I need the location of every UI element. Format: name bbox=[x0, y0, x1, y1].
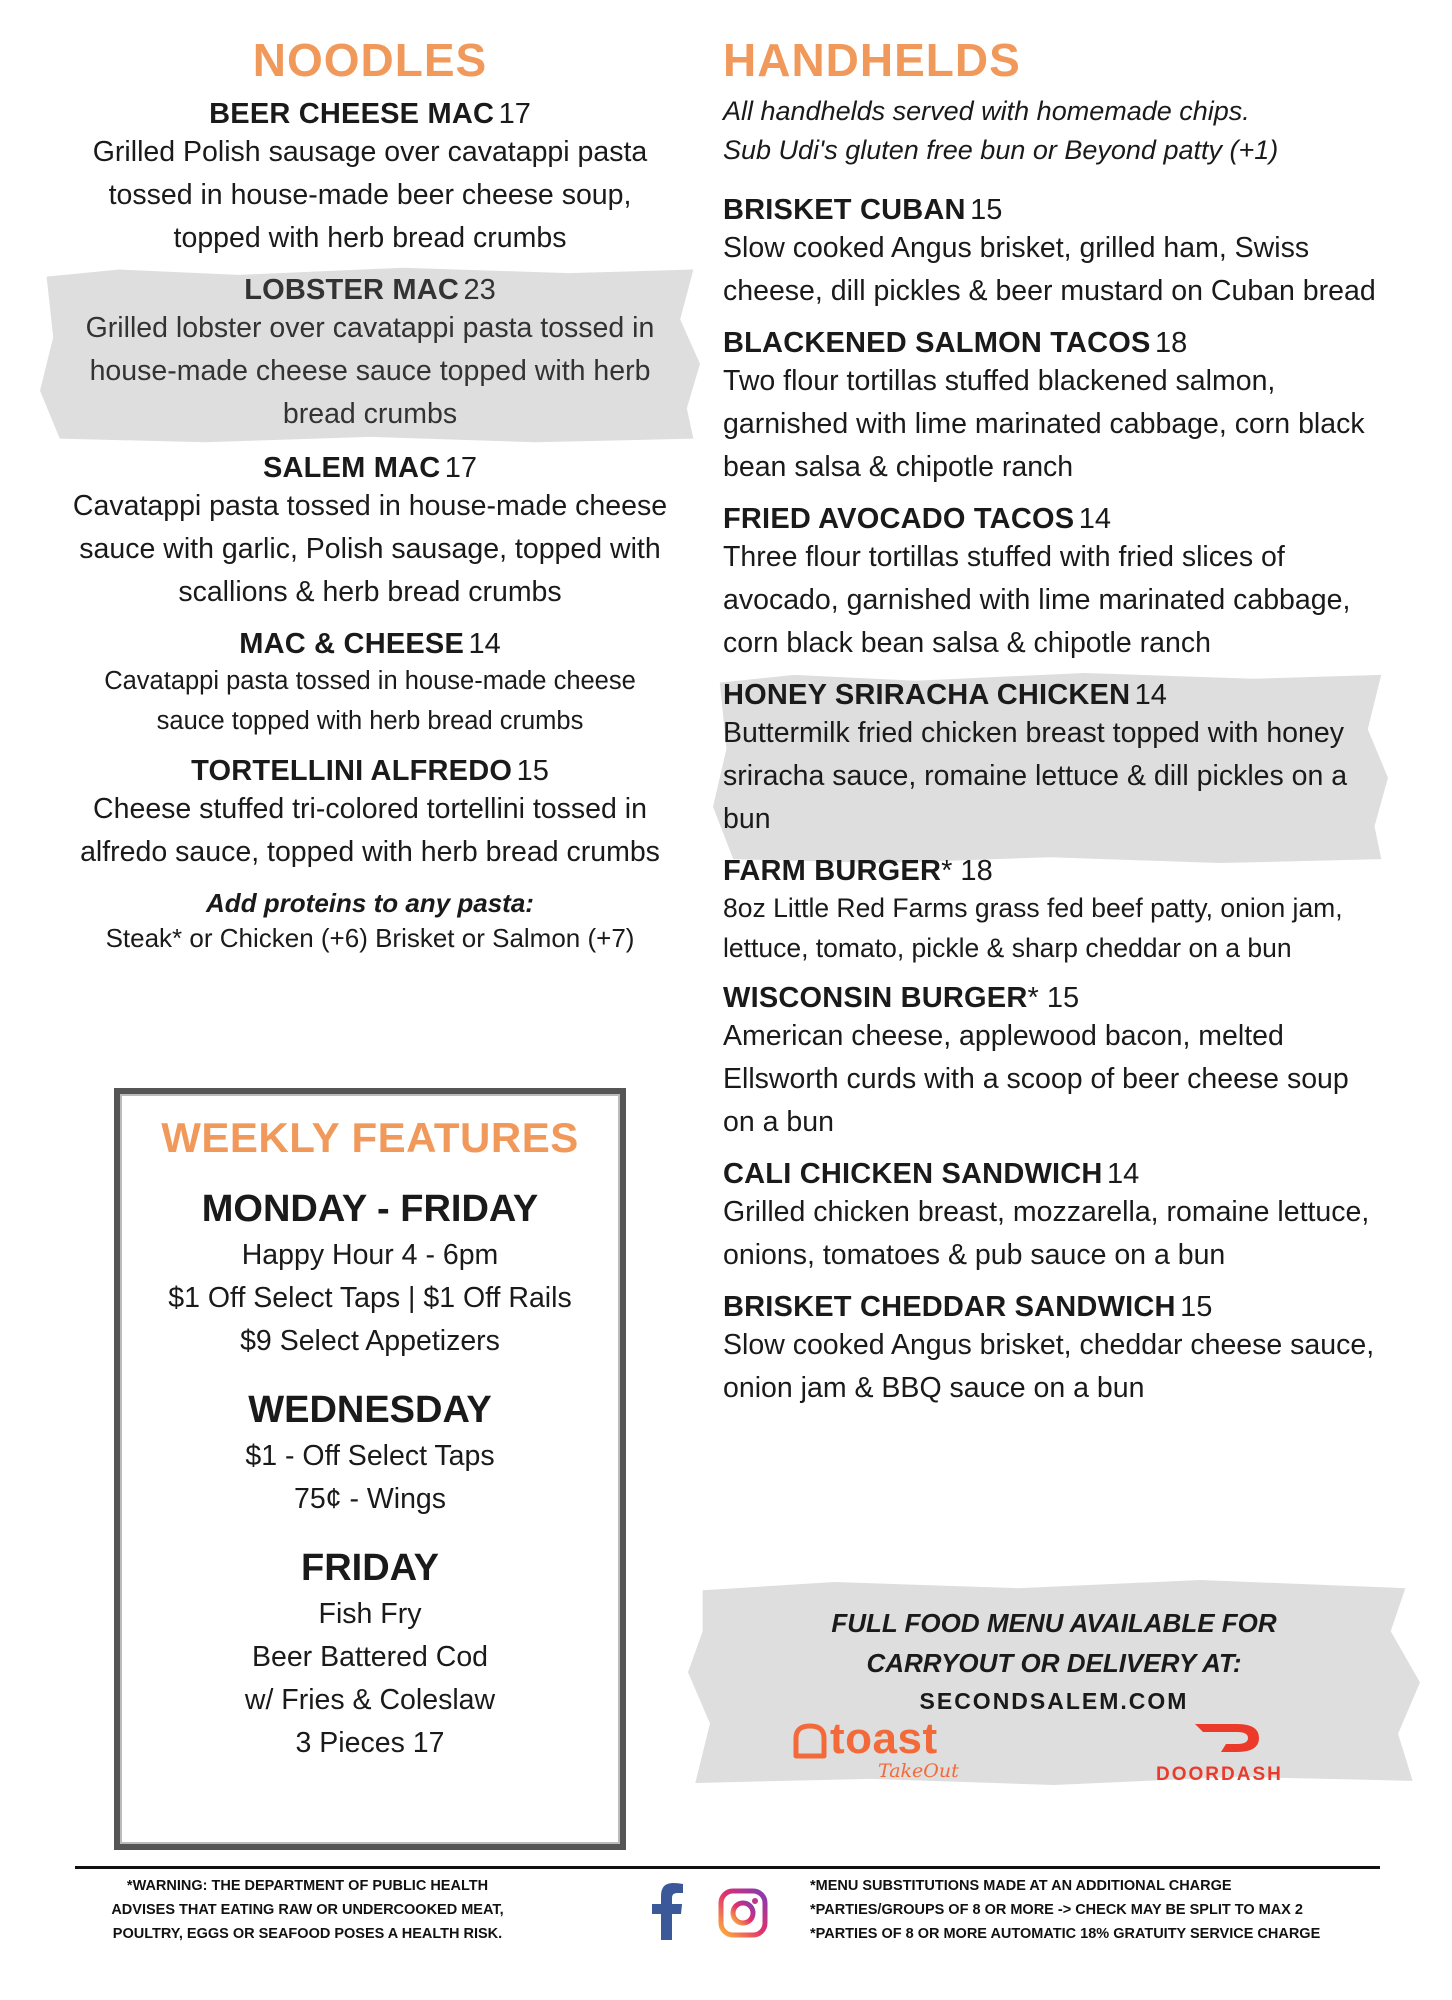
item-price: * 15 bbox=[1027, 982, 1080, 1014]
item-name: CALI CHICKEN SANDWICH bbox=[723, 1158, 1103, 1190]
desc-line: sauce with garlic, Polish sausage, topped with bbox=[79, 533, 661, 565]
day-line: $1 Off Select Taps | $1 Off Rails bbox=[168, 1282, 572, 1314]
item-name: BLACKENED SALMON TACOS bbox=[723, 327, 1151, 359]
day-line: Fish Fry bbox=[318, 1598, 422, 1630]
item-name: MAC & CHEESE bbox=[239, 628, 465, 660]
desc-line: alfredo sauce, topped with herb bread crumbs bbox=[80, 836, 660, 868]
website-link[interactable]: SECONDSALEM.COM bbox=[919, 1688, 1189, 1714]
menu-item bbox=[50, 755, 690, 874]
item-description bbox=[723, 360, 1413, 489]
desc-line: corn black bean salsa & chipotle ranch bbox=[723, 627, 1211, 659]
item-name: FRIED AVOCADO TACOS bbox=[723, 503, 1075, 535]
add-proteins-title: Add proteins to any pasta: bbox=[206, 888, 534, 918]
desc-line: Two flour tortillas stuffed blackened salmon, bbox=[723, 365, 1276, 397]
desc-line: lettuce, tomato, pickle & sharp cheddar on a bun bbox=[723, 933, 1292, 963]
desc-line: Three flour tortillas stuffed with fried slices of bbox=[723, 541, 1285, 573]
callout-line: FULL FOOD MENU AVAILABLE FOR bbox=[831, 1608, 1277, 1638]
day-line: 3 Pieces 17 bbox=[295, 1727, 445, 1759]
item-price: 18 bbox=[1155, 327, 1188, 359]
day-heading: WEDNESDAY bbox=[248, 1389, 492, 1431]
item-description bbox=[50, 307, 690, 436]
item-price: 14 bbox=[468, 628, 501, 660]
note-line: *MENU SUBSTITUTIONS MADE AT AN ADDITIONAL CHARGE bbox=[810, 1878, 1232, 1894]
item-description bbox=[50, 485, 690, 614]
desc-line: Grilled chicken breast, mozzarella, romaine lettuce, bbox=[723, 1196, 1370, 1228]
item-price: 17 bbox=[498, 98, 531, 130]
desc-line: onions, tomatoes & pub sauce on a bun bbox=[723, 1239, 1226, 1271]
item-name: BEER CHEESE MAC bbox=[209, 98, 495, 130]
facebook-icon[interactable] bbox=[650, 1882, 684, 1940]
item-name: WISCONSIN BURGER bbox=[723, 982, 1028, 1014]
desc-line: Cavatappi pasta tossed in house-made cheese bbox=[104, 667, 636, 695]
desc-line: house-made cheese sauce topped with herb bbox=[89, 355, 651, 387]
desc-line: Ellsworth curds with a scoop of beer cheese soup bbox=[723, 1063, 1349, 1095]
desc-line: scallions & herb bread crumbs bbox=[178, 576, 562, 608]
warning-line: POULTRY, EGGS OR SEAFOOD POSES A HEALTH RISK. bbox=[112, 1926, 503, 1942]
day-heading: MONDAY - FRIDAY bbox=[201, 1188, 539, 1230]
toast-takeout-label: TakeOut bbox=[878, 1760, 959, 1782]
warning-line: ADVISES THAT EATING RAW OR UNDERCOOKED MEAT, bbox=[111, 1902, 504, 1918]
add-proteins-text: Steak* or Chicken (+6) Brisket or Salmon (+7) bbox=[105, 923, 635, 953]
day-line: $1 - Off Select Taps bbox=[245, 1440, 495, 1472]
desc-line: Slow cooked Angus brisket, grilled ham, Swiss bbox=[723, 232, 1310, 264]
desc-line: Cheese stuffed tri-colored tortellini tossed in bbox=[93, 793, 647, 825]
footer-divider bbox=[75, 1866, 1380, 1869]
handhelds-title: HANDHELDS bbox=[723, 34, 1021, 86]
desc-line: sauce topped with herb bread crumbs bbox=[156, 707, 584, 735]
menu-item-highlighted bbox=[50, 274, 690, 436]
desc-line: garnished with lime marinated cabbage, corn black bbox=[723, 408, 1365, 440]
item-price: 17 bbox=[444, 452, 478, 484]
menu-notes bbox=[810, 1874, 1410, 1946]
item-price: 15 bbox=[970, 194, 1003, 226]
callout-line: CARRYOUT OR DELIVERY AT: bbox=[866, 1648, 1242, 1678]
item-price: 15 bbox=[516, 755, 549, 787]
desc-line: topped with herb bread crumbs bbox=[173, 222, 567, 254]
item-name: SALEM MAC bbox=[262, 452, 441, 484]
desc-line: on a bun bbox=[723, 1106, 834, 1138]
menu-item bbox=[723, 982, 1413, 1144]
delivery-callout bbox=[688, 1580, 1420, 1785]
menu-item bbox=[723, 1291, 1413, 1410]
item-price: 15 bbox=[1180, 1291, 1213, 1323]
day-line: 75¢ - Wings bbox=[293, 1483, 447, 1515]
item-description bbox=[723, 536, 1413, 665]
toast-bread-icon bbox=[792, 1722, 828, 1760]
menu-item bbox=[50, 452, 690, 614]
desc-line: onion jam & BBQ sauce on a bun bbox=[723, 1372, 1145, 1404]
note-line: *PARTIES OF 8 OR MORE AUTOMATIC 18% GRATUITY SERVICE CHARGE bbox=[810, 1926, 1321, 1942]
item-description bbox=[723, 1015, 1413, 1144]
item-description bbox=[50, 131, 690, 260]
desc-line: Buttermilk fried chicken breast topped with honey bbox=[723, 717, 1344, 749]
weekly-features-title: WEEKLY FEATURES bbox=[161, 1114, 579, 1161]
desc-line: Grilled lobster over cavatappi pasta tossed in bbox=[85, 312, 655, 344]
item-description bbox=[723, 712, 1413, 841]
menu-item bbox=[723, 327, 1413, 489]
item-description bbox=[723, 888, 1413, 968]
doordash-icon bbox=[1193, 1716, 1263, 1756]
menu-item bbox=[723, 194, 1413, 313]
menu-item bbox=[50, 98, 690, 260]
handhelds-note bbox=[723, 92, 1413, 170]
desc-line: cheese, dill pickles & beer mustard on Cuban bread bbox=[723, 275, 1376, 307]
menu-item bbox=[50, 628, 690, 741]
noodles-title: NOODLES bbox=[252, 34, 488, 86]
item-name: BRISKET CUBAN bbox=[723, 194, 966, 226]
noodles-section bbox=[50, 30, 690, 957]
instagram-icon[interactable] bbox=[718, 1888, 768, 1938]
item-name: FARM BURGER bbox=[723, 855, 942, 887]
day-line: w/ Fries & Coleslaw bbox=[244, 1684, 496, 1716]
weekly-features-box bbox=[114, 1088, 626, 1850]
item-name: TORTELLINI ALFREDO bbox=[191, 755, 513, 787]
desc-line: tossed in house-made beer cheese soup, bbox=[108, 179, 632, 211]
desc-line: bread crumbs bbox=[282, 398, 458, 430]
item-description bbox=[50, 788, 690, 874]
day-line: $9 Select Appetizers bbox=[240, 1325, 500, 1357]
desc-line: Cavatappi pasta tossed in house-made cheese bbox=[72, 490, 668, 522]
doordash-wordmark: DOORDASH bbox=[1156, 1764, 1283, 1785]
desc-line: sriracha sauce, romaine lettuce & dill pickles on a bbox=[723, 760, 1348, 792]
item-price: 14 bbox=[1078, 503, 1111, 535]
item-description bbox=[723, 227, 1413, 313]
note-line: All handhelds served with homemade chips. bbox=[723, 96, 1250, 126]
desc-line: Grilled Polish sausage over cavatappi pasta bbox=[92, 136, 648, 168]
menu-item bbox=[723, 503, 1413, 665]
menu-item bbox=[723, 855, 1413, 968]
item-name: HONEY SRIRACHA CHICKEN bbox=[723, 679, 1131, 711]
day-line: Beer Battered Cod bbox=[251, 1641, 489, 1673]
item-price: 14 bbox=[1107, 1158, 1140, 1190]
desc-line: American cheese, applewood bacon, melted bbox=[723, 1020, 1284, 1052]
health-warning bbox=[60, 1874, 555, 1946]
desc-line: 8oz Little Red Farms grass fed beef patty, onion jam, bbox=[723, 893, 1343, 923]
handhelds-section bbox=[723, 30, 1413, 1410]
add-proteins bbox=[50, 888, 690, 957]
day-heading: FRIDAY bbox=[301, 1547, 439, 1589]
item-name: BRISKET CHEDDAR SANDWICH bbox=[723, 1291, 1176, 1323]
item-price: 23 bbox=[463, 274, 496, 306]
toast-wordmark: toast bbox=[830, 1714, 938, 1763]
desc-line: bean salsa & chipotle ranch bbox=[723, 451, 1074, 483]
menu-item bbox=[723, 1158, 1413, 1277]
item-price: 14 bbox=[1134, 679, 1167, 711]
menu-item-highlighted bbox=[723, 679, 1413, 841]
item-description bbox=[723, 1191, 1413, 1277]
note-line: Sub Udi's gluten free bun or Beyond patty (+1) bbox=[723, 135, 1279, 165]
desc-line: avocado, garnished with lime marinated cabbage, bbox=[723, 584, 1351, 616]
item-price: * 18 bbox=[941, 855, 993, 887]
warning-line: *WARNING: THE DEPARTMENT OF PUBLIC HEALTH bbox=[126, 1878, 489, 1894]
item-description bbox=[50, 661, 690, 741]
desc-line: Slow cooked Angus brisket, cheddar cheese sauce, bbox=[723, 1329, 1375, 1361]
item-name: LOBSTER MAC bbox=[244, 274, 460, 306]
item-description bbox=[723, 1324, 1413, 1410]
note-line: *PARTIES/GROUPS OF 8 OR MORE -> CHECK MAY BE SPLIT TO MAX 2 bbox=[810, 1902, 1303, 1918]
day-line: Happy Hour 4 - 6pm bbox=[241, 1239, 499, 1271]
desc-line: bun bbox=[723, 803, 771, 835]
